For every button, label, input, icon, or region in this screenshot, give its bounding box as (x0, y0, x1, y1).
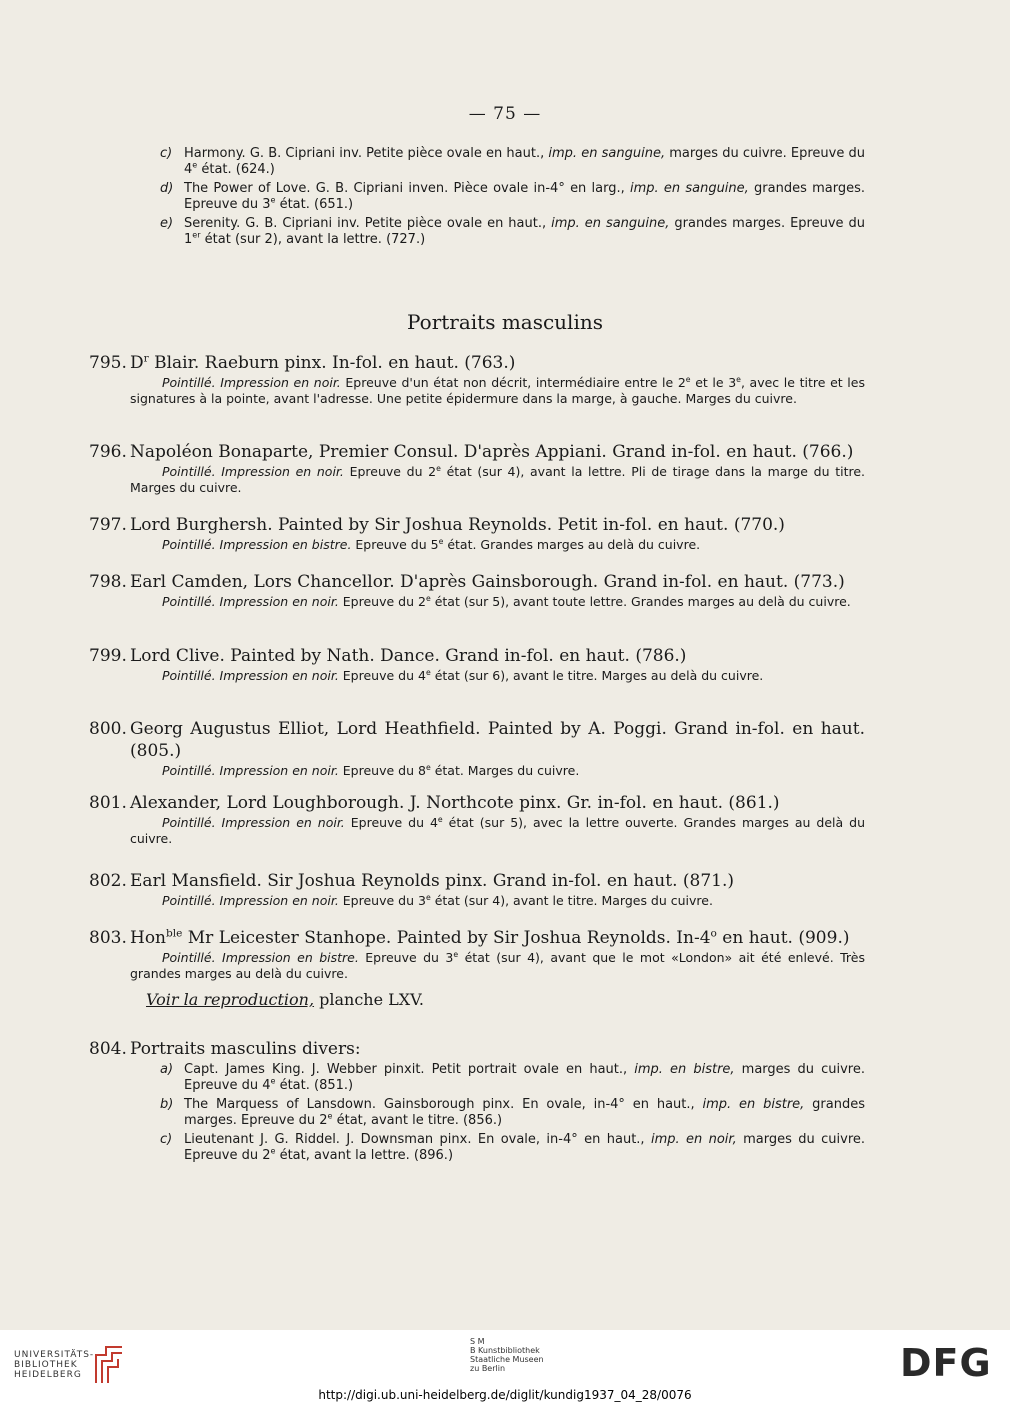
section-title: Portraits masculins (407, 310, 603, 334)
intro-subentries (130, 146, 865, 251)
entry-description: Pointillé. Impression en bistre. Epreuve du 5e état. Grandes marges au delà du cuivre. (162, 536, 701, 552)
reproduction-link[interactable]: Voir la reproduction, (146, 990, 315, 1009)
entry-description: Pointillé. Impression en noir. Epreuve du 2e état (sur 4), avant la lettre. Pli de tirage dans la marge du titre. Marges du cuivre. (130, 463, 866, 495)
catalog-entry-801 (89, 792, 865, 847)
entry-description: Pointillé. Impression en noir. Epreuve du 2e état (sur 5), avant toute lettre. Grandes marges au delà du cuivre. (162, 593, 851, 609)
catalog-entry-796 (89, 441, 865, 496)
entry-title: 798. Earl Camden, Lors Chancellor. D'après Gainsborough. Grand in-fol. en haut. (773.) (89, 572, 845, 592)
catalog-entry-795 (89, 352, 865, 407)
subentry-c-harmony: c) Harmony. G. B. Cipriani inv. Petite pièce ovale en haut., imp. en sanguine, marges du cuivre. Epreuve du 4e état. (624.) (160, 146, 865, 177)
subentry-d-power-of-love: d) The Power of Love. G. B. Cipriani inven. Pièce ovale in-4° en larg., imp. en sanguine, grandes marges. Epreuve du 3e état. (651.) (160, 181, 865, 212)
entry-title: 797. Lord Burghersh. Painted by Sir Joshua Reynolds. Petit in-fol. en haut. (770.) (89, 515, 785, 535)
plate-reference: Voir la reproduction, planche LXV. (146, 990, 424, 1009)
entry-title: 796. Napoléon Bonaparte, Premier Consul. D'après Appiani. Grand in-fol. en haut. (766.) (89, 442, 854, 462)
entry-title: 802. Earl Mansfield. Sir Joshua Reynolds pinx. Grand in-fol. en haut. (871.) (89, 871, 735, 891)
entry-title: 800. Georg Augustus Elliot, Lord Heathfield. Painted by A. Poggi. Grand in-fol. en haut. (805.) (89, 719, 865, 761)
catalog-entry-802 (89, 870, 865, 909)
catalog-entry-799 (89, 645, 865, 684)
source-url[interactable]: http://digi.ub.uni-heidelberg.de/diglit/kundig1937_04_28/0076 (318, 1388, 692, 1402)
entry-description: Pointillé. Impression en noir. Epreuve d'un état non décrit, intermédiaire entre le 2e et le 3e, avec le titre et les signatures à la pointe, avant l'adresse. Une petite épidermure dans la marge, à gauche. Marges du cuivre. (130, 374, 865, 406)
catalog-entry-804 (89, 1038, 865, 1060)
entry-804-subentries (130, 1062, 865, 1167)
subentry-e-serenity: e) Serenity. G. B. Cipriani inv. Petite pièce ovale en haut., imp. en sanguine, grandes marges. Epreuve du 1er état (sur 2), avant la lettre. (727.) (160, 216, 865, 247)
catalog-entry-797 (89, 514, 865, 553)
entry-title: 803. Hon$^{ble}$ Mr Leicester Stanhope. Painted by Sir Joshua Reynolds. In-4$^o$ en haut. (909.) (89, 927, 850, 948)
catalog-entry-803 (89, 927, 865, 982)
entry-description: Pointillé. Impression en noir. Epreuve du 8e état. Marges du cuivre. (162, 762, 580, 778)
subentry-c-riddel: c) Lieutenant J. G. Riddel. J. Downsman pinx. En ovale, in-4° en haut., imp. en noir, marges du cuivre. Epreuve du 2e état, avant la lettre. (896.) (160, 1132, 866, 1163)
university-library-logo[interactable]: UNIVERSITÄTS- BIBLIOTHEK HEIDELBERG (14, 1350, 95, 1380)
entry-description: Pointillé. Impression en bistre. Epreuve du 3e état (sur 4), avant que le mot «London» ait été enlevé. Très grandes marges au delà du cuivre. (130, 949, 865, 981)
entry-description: Pointillé. Impression en noir. Epreuve du 4e état (sur 6), avant le titre. Marges au delà du cuivre. (162, 667, 764, 683)
entry-description: Pointillé. Impression en noir. Epreuve du 4e état (sur 5), avec la lettre ouverte. Grandes marges au delà du cuivre. (130, 814, 865, 846)
subentry-a-james-king: a) Capt. James King. J. Webber pinxit. Petit portrait ovale en haut., imp. en bistre, marges du cuivre. Epreuve du 4e état. (851.) (160, 1062, 865, 1093)
subentry-b-lansdown: b) The Marquess of Lansdown. Gainsborough pinx. En ovale, in-4° en haut., imp. en bistre, grandes marges. Epreuve du 2e état, avant le titre. (856.) (160, 1097, 866, 1128)
museum-logo[interactable]: S M B Kunstbibliothek Staatliche Museen zu Berlin (470, 1337, 544, 1373)
entry-description: Pointillé. Impression en noir. Epreuve du 3e état (sur 4), avant le titre. Marges du cuivre. (162, 892, 713, 908)
catalog-entry-800 (89, 718, 865, 779)
entry-title: 804. Portraits masculins divers: (89, 1039, 361, 1059)
entry-title: 795. $D^r$ Blair. Raeburn pinx. In-fol. en haut. (763.) (89, 352, 516, 373)
catalog-entry-798 (89, 571, 865, 610)
entry-title: 799. Lord Clive. Painted by Nath. Dance. Grand in-fol. en haut. (786.) (89, 646, 687, 666)
page-number: — 75 — (468, 104, 542, 124)
entry-title: 801. Alexander, Lord Loughborough. J. Northcote pinx. Gr. in-fol. en haut. (861.) (89, 793, 780, 813)
heidelberg-mark-icon (92, 1343, 126, 1387)
dfg-logo[interactable]: DFG (900, 1341, 992, 1385)
